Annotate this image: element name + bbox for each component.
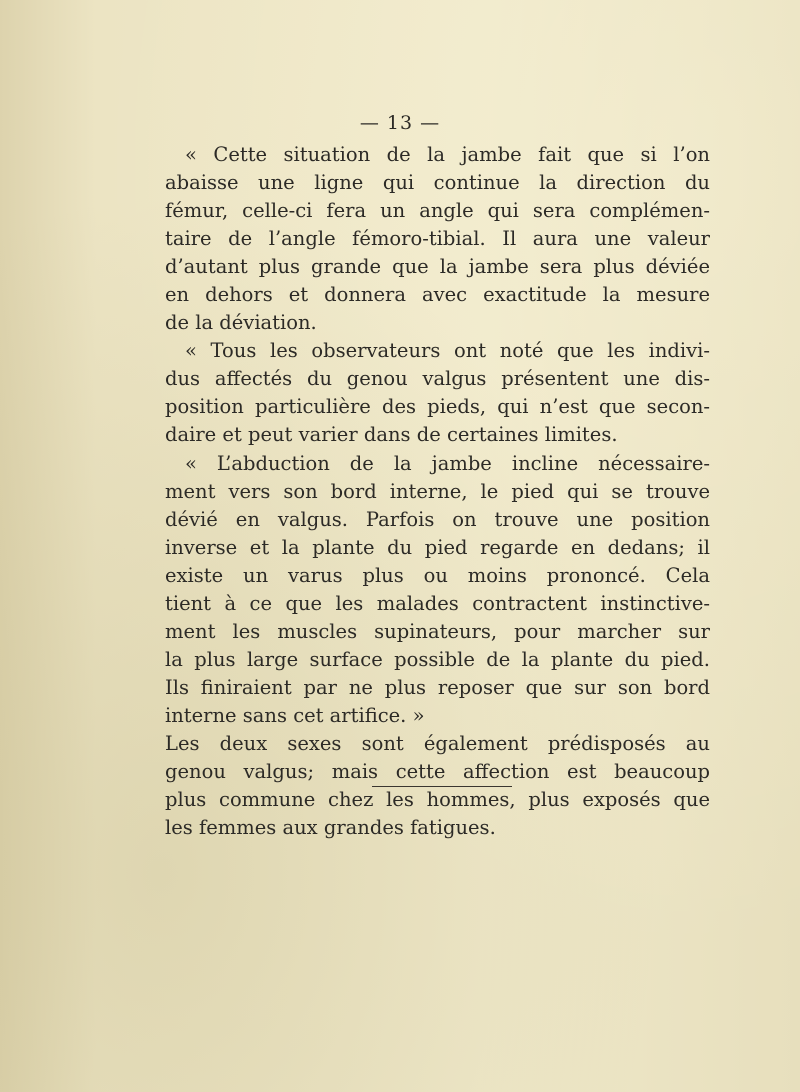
body-text	[165, 141, 710, 842]
text-line: Les deux sexes sont également prédisposés au	[165, 731, 710, 755]
text-line: daire et peut varier dans de certaines limites.	[165, 423, 618, 447]
text-line: « L’abduction de la jambe incline nécessaire-	[185, 451, 710, 475]
text-line: taire de l’angle fémoro-tibial. Il aura une valeur	[165, 227, 710, 251]
text-line: ment vers son bord interne, le pied qui se trouve	[165, 479, 710, 503]
text-line: tient à ce que les malades contractent instinctive-	[165, 591, 710, 615]
text-line: dévié en valgus. Parfois on trouve une position	[165, 507, 710, 531]
text-line: plus commune chez les hommes, plus exposés que	[165, 788, 710, 812]
text-line: les femmes aux grandes fatigues.	[165, 816, 496, 840]
section-divider	[372, 786, 512, 787]
text-line: en dehors et donnera avec exactitude la mesure	[165, 283, 710, 307]
page-number: — 13 —	[359, 112, 441, 134]
paragraph-1	[165, 141, 710, 337]
text-line: position particulière des pieds, qui n’est que secon-	[165, 395, 710, 419]
text-line: existe un varus plus ou moins prononcé. Cela	[165, 563, 710, 587]
text-line: la plus large surface possible de la plante du pied.	[165, 647, 710, 671]
text-line: « Tous les observateurs ont noté que les indivi-	[185, 339, 710, 363]
paragraph-3	[165, 450, 710, 730]
text-line: dus affectés du genou valgus présentent une dis-	[165, 367, 710, 391]
text-line: Ils finiraient par ne plus reposer que sur son bord	[165, 675, 710, 699]
text-line: abaisse une ligne qui continue la direction du	[165, 171, 710, 195]
text-line: ment les muscles supinateurs, pour marcher sur	[165, 619, 710, 643]
text-line: « Cette situation de la jambe fait que si l’on	[185, 143, 710, 166]
paragraph-2	[165, 337, 710, 449]
text-line: d’autant plus grande que la jambe sera plus déviée	[165, 255, 710, 279]
text-line: de la déviation.	[165, 311, 317, 335]
text-line: fémur, celle-ci fera un angle qui sera complémen-	[165, 199, 710, 223]
text-line: interne sans cet artifice. »	[165, 703, 425, 727]
text-line: inverse et la plante du pied regarde en dedans; il	[165, 535, 710, 559]
text-line: genou valgus; mais cette affection est beaucoup	[165, 760, 710, 784]
